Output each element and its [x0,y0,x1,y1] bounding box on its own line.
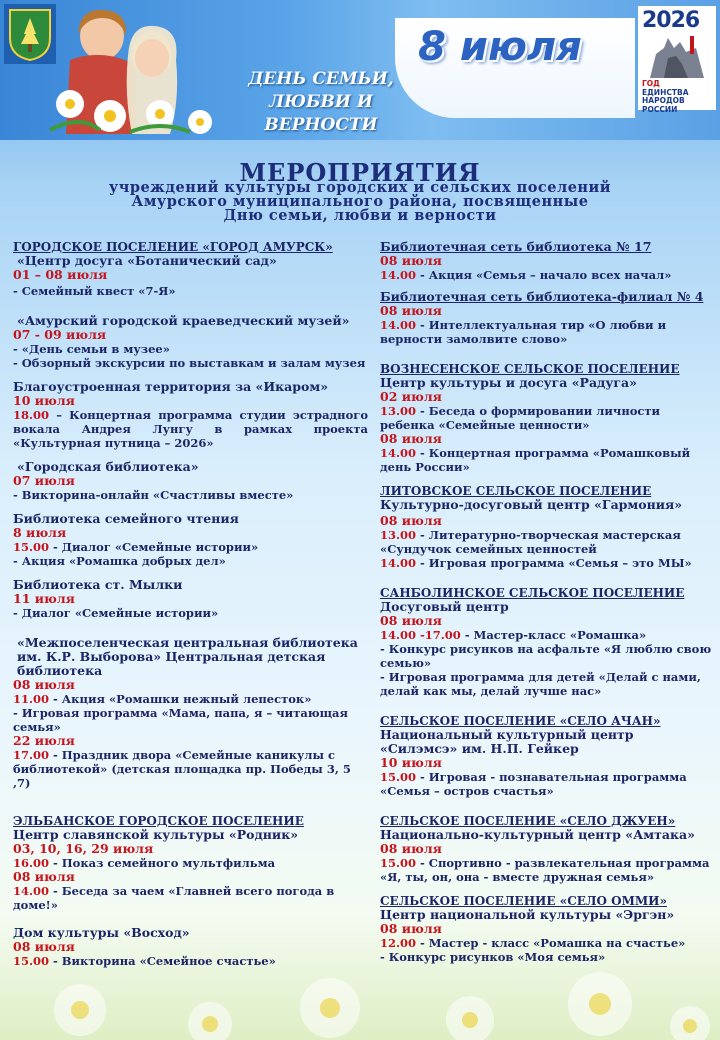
settlement-heading: СЕЛЬСКОЕ ПОСЕЛЕНИЕ «СЕЛО АЧАН» [380,714,661,728]
event-time: 14.00 [13,884,50,898]
year-number: 2026 [642,8,700,33]
subtitle-line-2: Амурского муниципального района, посвященные [131,193,589,210]
event-block [13,814,368,912]
event-time: 11.00 [13,692,50,706]
year-text [642,80,714,114]
event-item [380,404,715,432]
page-title: МЕРОПРИЯТИЯ [239,158,481,187]
event-item [380,628,715,642]
event-date: 08 июля [380,613,442,628]
event-date: 11 июля [13,591,75,606]
event-time: 13.00 [380,404,417,418]
event-item: - Конкурс рисунков на асфальте «Я люблю свою семью» [380,642,712,670]
settlement-heading: СЕЛЬСКОЕ ПОСЕЛЕНИЕ «СЕЛО ОММИ» [380,894,667,908]
venue-name: «Центр досуга «Ботанический сад» [17,253,277,268]
event-description: - Беседа о формировании личности ребенка «Семейные ценности» [380,404,661,432]
event-item [380,528,715,556]
event-block [13,240,368,298]
event-block [13,636,368,790]
event-item [380,318,715,346]
event-block [380,814,715,884]
event-time: 15.00 [13,954,50,968]
event-description: - Викторина «Семейное счастье» [49,954,276,968]
venue-name: Культурно-досуговый центр «Гармония» [380,497,683,512]
settlement-heading: ГОРОДСКОЕ ПОСЕЛЕНИЕ «ГОРОД АМУРСК» [13,240,333,254]
event-item [380,268,715,282]
venue-name: Библиотечная сеть библиотека-филиал № 4 [380,289,704,304]
event-description: - Игровая программа «Семья – это МЫ» [416,556,692,570]
event-date: 10 июля [13,393,75,408]
settlement-heading: ЛИТОВСКОЕ СЕЛЬСКОЕ ПОСЕЛЕНИЕ [380,484,652,498]
event-block [13,578,368,620]
venue-name: «Межпоселенческая центральная библиотека им. К.Р. Выборова» Центральная детская библиотека [17,635,358,678]
event-block [13,380,368,450]
event-item [380,446,715,474]
event-block [380,290,715,346]
event-description: - Акция «Ромашки нежный лепесток» [49,692,312,706]
event-time: 18.00 [13,408,50,422]
venue-name: Библиотека ст. Мылки [13,577,183,592]
year-text-line-3: НАРОДОВ [642,96,685,105]
event-item [380,936,715,950]
event-block [380,240,715,282]
year-text-line-4: РОССИИ [642,104,678,114]
settlement-heading: ВОЗНЕСЕНСКОЕ СЕЛЬСКОЕ ПОСЕЛЕНИЕ [380,362,680,376]
event-item: - Конкурс рисунков «Моя семья» [380,950,606,964]
venue-name: Благоустроенная территория за «Икаром» [13,379,329,394]
event-description: – Концертная программа студии эстрадного вокала Андрея Лунгу в рамках проекта «Культурная путница – 2026» [13,408,368,450]
venue-name: Досуговый центр [380,599,509,614]
event-date: 08 июля [380,921,442,936]
monument-icon [646,34,708,78]
event-time: 12.00 [380,936,417,950]
event-block [380,586,715,698]
venue-name: Национальный культурный центр «Силэмсэ» им. Н.П. Гейкер [380,727,634,756]
event-date: 08 июля [380,513,442,528]
event-date: 08 июля [380,841,442,856]
event-item: - Игровая программа «Мама, папа, я – читающая семья» [13,706,348,734]
event-item [13,748,368,790]
event-item [380,556,715,570]
event-item [13,408,368,450]
event-item [13,692,368,706]
event-item: - Викторина-онлайн «Счастливы вместе» [13,488,294,502]
event-item: - Диалог «Семейные истории» [13,606,219,620]
event-description: - Мастер-класс «Ромашка» [460,628,647,642]
subtitle-line-1: учреждений культуры городских и сельских поселений [108,179,612,196]
holiday-title [236,68,406,137]
event-date: 08 июля [380,431,442,446]
holiday-line-2: ЛЮБВИ И [269,92,373,112]
event-date: 22 июля [13,733,75,748]
event-date: 07 - 09 июля [13,327,107,342]
event-description: - Показ семейного мультфильма [49,856,276,870]
event-item [13,540,368,554]
couple-illustration-icon [40,4,230,134]
holiday-line-3: ВЕРНОСТИ [264,115,378,135]
event-date: 03, 10, 16, 29 июля [13,841,154,856]
event-time: 14.00 -17.00 [380,628,461,642]
event-block [13,512,368,568]
venue-name: «Амурский городской краеведческий музей» [17,313,350,328]
page-subtitle [90,181,630,223]
event-item [380,856,715,884]
venue-name: Центр культуры и досуга «Радуга» [380,375,637,390]
venue-name: Библиотека семейного чтения [13,511,239,526]
event-time: 13.00 [380,528,417,542]
event-date: 08 июля [13,939,75,954]
event-time: 14.00 [380,446,417,460]
event-description: - Беседа за чаем «Главней всего погода в доме!» [13,884,335,912]
settlement-heading: САНБОЛИНСКОЕ СЕЛЬСКОЕ ПОСЕЛЕНИЕ [380,586,685,600]
event-item: - Обзорный экскурсии по выставкам и залам музея [13,356,366,370]
event-date: 08 июля [380,253,442,268]
settlement-heading: ЭЛЬБАНСКОЕ ГОРОДСКОЕ ПОСЕЛЕНИЕ [13,814,304,828]
settlement-heading: СЕЛЬСКОЕ ПОСЕЛЕНИЕ «СЕЛО ДЖУЕН» [380,814,676,828]
event-item: - Семейный квест «7-Я» [13,284,176,298]
event-block [380,484,715,570]
subtitle-line-3: Дню семьи, любви и верности [223,207,497,224]
event-description: - Интеллектуальная тир «О любви и верности замолвите слово» [380,318,667,346]
venue-name: Национально-культурный центр «Амтака» [380,827,695,842]
event-description: - Спортивно - развлекательная программа «Я, ты, он, она - вместе дружная семья» [380,856,710,884]
event-time: 16.00 [13,856,50,870]
event-date: 07 июля [13,473,75,488]
event-date: 02 июля [380,389,442,404]
event-time: 14.00 [380,268,417,282]
event-item: - «День семьи в музее» [13,342,170,356]
event-item: - Игровая программа для детей «Делай с нами, делай как мы, делай лучше нас» [380,670,701,698]
event-block [380,362,715,474]
event-description: - Диалог «Семейные истории» [49,540,259,554]
event-date: 10 июля [380,755,442,770]
left-column [13,240,368,978]
event-description: - Акция «Семья – начало всех начал» [416,268,672,282]
event-block [13,926,368,968]
event-date: 01 – 08 июля [13,267,108,282]
event-time: 15.00 [13,540,50,554]
year-of-unity-logo [638,6,716,114]
event-block [380,894,715,964]
event-date: 08 июля [13,869,75,884]
event-block [13,460,368,502]
right-column [380,240,715,974]
venue-name: Центр национальной культуры «Эргэн» [380,907,675,922]
year-text-line-2: ЕДИНСТВА [642,87,689,97]
header-banner [0,0,720,140]
event-description: - Мастер - класс «Ромашка на счастье» [416,936,686,950]
event-item [13,954,368,968]
event-description: - Концертная программа «Ромашковый день России» [380,446,691,474]
event-item [13,856,368,870]
event-time: 14.00 [380,556,417,570]
venue-name: Центр славянской культуры «Родник» [13,827,299,842]
event-time: 15.00 [380,856,417,870]
event-date: 08 июля [13,677,75,692]
event-time: 17.00 [13,748,50,762]
event-description: - Литературно-творческая мастерская «Сундучок семейных ценностей [380,528,681,556]
venue-name: Дом культуры «Восход» [13,925,190,940]
event-item [380,770,715,798]
event-description: - Игровая - познавательная программа «Семья – остров счастья» [380,770,687,798]
event-description: - Праздник двора «Семейные каникулы с библиотекой» (детская площадка пр. Победы 3, 5 ,7) [13,748,351,790]
event-item [13,884,368,912]
holiday-line-1: ДЕНЬ СЕМЬИ, [248,69,394,89]
event-block [380,714,715,798]
year-text-line-1: ГОД [642,79,660,88]
event-block [13,314,368,370]
event-date-title: 8 июля [418,24,582,70]
event-time: 15.00 [380,770,417,784]
venue-name: Библиотечная сеть библиотека № 17 [380,239,652,254]
venue-name: «Городская библиотека» [17,459,199,474]
event-item: - Акция «Ромашка добрых дел» [13,554,226,568]
event-time: 14.00 [380,318,417,332]
event-date: 8 июля [13,525,67,540]
event-date: 08 июля [380,303,442,318]
